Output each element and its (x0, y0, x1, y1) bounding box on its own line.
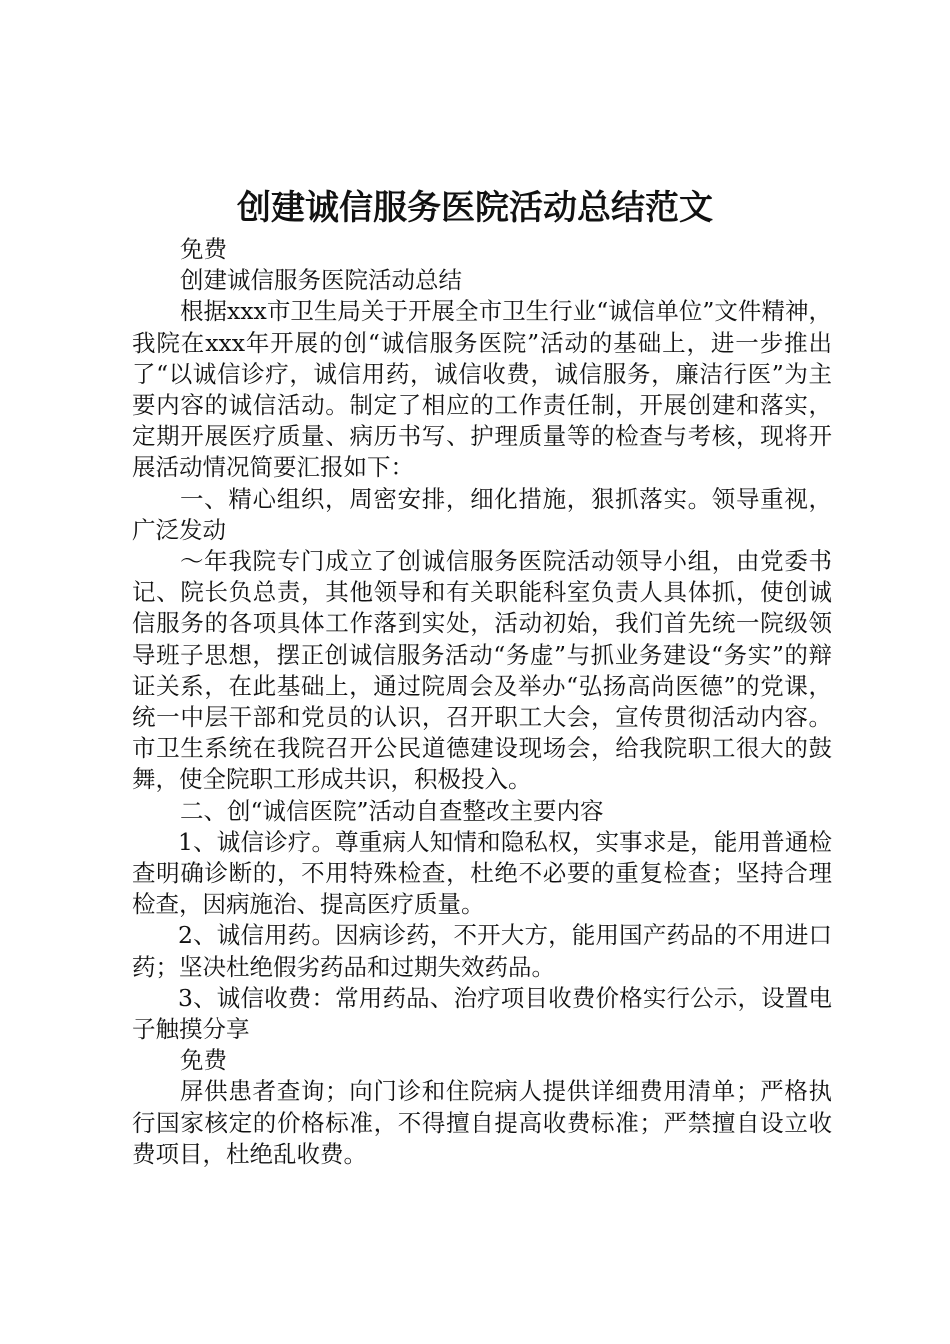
paragraph-section-1-body: ～年我院专门成立了创诚信服务医院活动领导小组，由党委书记、院长负总责，其他领导和有关职能科室负责人具体抓，使创诚信服务的各项具体工作落到实处，活动初始，我们首先统一院级领导班子思想，摆正创诚信服务活动“务虚”与抓业务建设“务实”的辩证关系，在此基础上，通过院周会及举办“弘扬高尚医德”的党课，统一中层干部和党员的认识，召开职工大会，宣传贯彻活动内容。市卫生系统在我院召开公民道德建设现场会，给我院职工很大的鼓舞，使全院职工形成共识，积极投入。 (132, 547, 832, 794)
paragraph-intro: 根据xxx市卫生局关于开展全市卫生行业“诚信单位”文件精神，我院在xxx年开展的创“诚信服务医院”活动的基础上，进一步推出了“以诚信诊疗，诚信用药，诚信收费，诚信服务，廉洁行医”为主要内容的诚信活动。制定了相应的工作责任制，开展创建和落实，定期开展医疗质量、病历书写、护理质量等的检查与考核，现将开展活动情况简要汇报如下： (132, 297, 832, 482)
document-body (132, 234, 832, 1170)
paragraph-item-3-continued: 屏供患者查询；向门诊和住院病人提供详细费用清单；严格执行国家核定的价格标准，不得擅自提高收费标准；严禁擅自设立收费项目，杜绝乱收费。 (132, 1077, 832, 1168)
paragraph-free-label-2: 免费 (180, 1046, 227, 1075)
paragraph-section-2-heading: 二、创“诚信医院”活动自查整改主要内容 (180, 796, 604, 825)
document-title: 创建诚信服务医院活动总结范文 (237, 188, 713, 228)
paragraph-item-3: 3、诚信收费：常用药品、治疗项目收费价格实行公示，设置电子触摸分享 (132, 983, 832, 1044)
paragraph-item-1: 1、诚信诊疗。尊重病人知情和隐私权，实事求是，能用普通检查明确诊断的，不用特殊检查，杜绝不必要的重复检查；坚持合理检查，因病施治、提高医疗质量。 (132, 827, 832, 919)
paragraph-subtitle: 创建诚信服务医院活动总结 (180, 266, 462, 295)
paragraph-item-2: 2、诚信用药。因病诊药，不开大方，能用国产药品的不用进口药；坚决杜绝假劣药品和过期失效药品。 (132, 921, 832, 981)
paragraph-free-label: 免费 (180, 235, 227, 263)
paragraph-section-1-heading: 一、精心组织，周密安排，细化措施，狠抓落实。领导重视，广泛发动 (132, 484, 832, 544)
